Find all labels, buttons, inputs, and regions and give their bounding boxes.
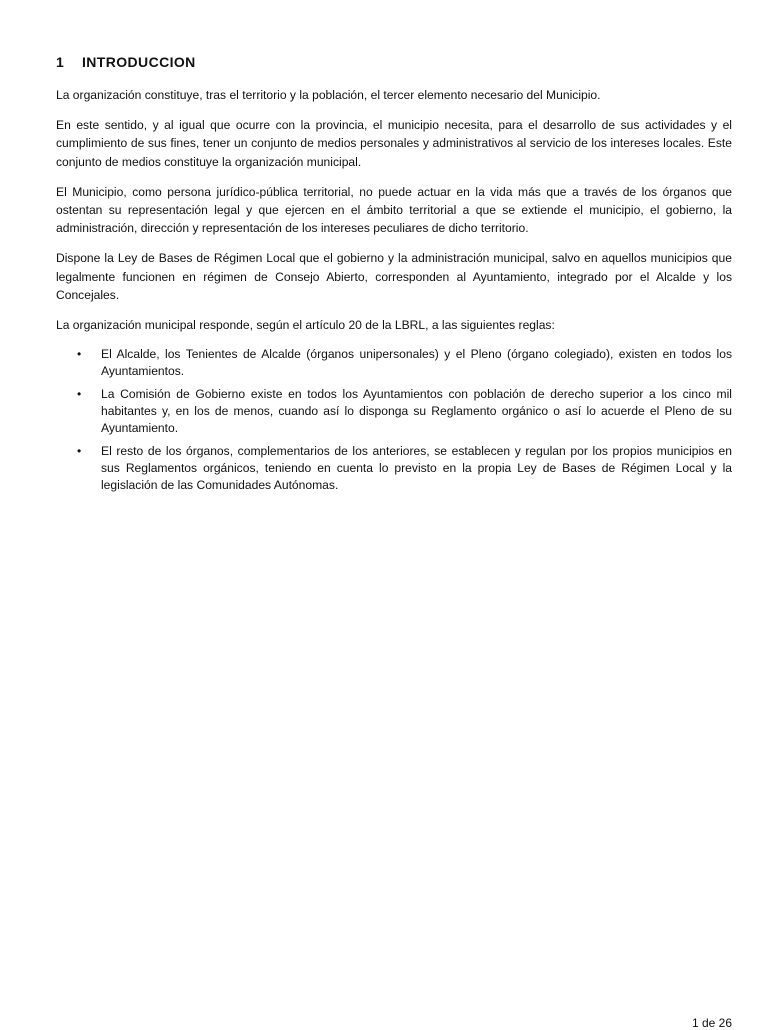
bullet-icon: • xyxy=(77,444,82,459)
section-heading xyxy=(56,54,732,70)
page-number: 1 de 26 xyxy=(691,1016,732,1030)
paragraph: La organización constituye, tras el territorio y la población, el tercer elemento necesario del Municipio. xyxy=(56,88,601,102)
section-title: INTRODUCCION xyxy=(82,54,196,70)
bullet-icon: • xyxy=(77,387,82,402)
paragraph: La organización municipal responde, según el artículo 20 de la LBRL, a las siguientes reglas: xyxy=(56,318,555,333)
paragraph: En este sentido, y al igual que ocurre con la provincia, el municipio necesita, para el desarrollo de sus actividades y el cumplimiento de sus fines, tener un conjunto de medios personales y administrativos al servicio de los intereses locales. Este conjunto de medios constituye la organización municipal. xyxy=(56,118,732,169)
list-item-text: El resto de los órganos, complementarios de los anteriores, se establecen y regulan por los propios municipios en sus Reglamentos orgánicos, teniendo en cuenta lo previsto en la propia Ley de Bases de Régimen Local y la legislación de las Comunidades Autónomas. xyxy=(101,444,732,493)
bullet-icon: • xyxy=(77,347,82,362)
document-page xyxy=(56,54,732,500)
list-item xyxy=(56,386,732,437)
paragraph: El Municipio, como persona jurídico-pública territorial, no puede actuar en la vida más que a través de los órganos que ostentan su representación legal y que ejercen en el ámbito territorial a que se extiende el municipio, el gobierno, la administración, dirección y representación de los intereses peculiares de dicho territorio. xyxy=(56,184,732,236)
list-item xyxy=(56,443,732,494)
list-item xyxy=(56,346,732,380)
list-item-text: La Comisión de Gobierno existe en todos los Ayuntamientos con población de derecho superior a los cinco mil habitantes y, en los de menos, cuando así lo disponga su Reglamento orgánico o así lo acuerde el Pleno de su Ayuntamiento. xyxy=(101,387,732,436)
section-number: 1 xyxy=(56,54,65,70)
rules-list xyxy=(56,346,732,494)
list-item-text: El Alcalde, los Tenientes de Alcalde (órganos unipersonales) y el Pleno (órgano colegiado), existen en todos los Ayuntamientos. xyxy=(101,347,732,379)
paragraph: Dispone la Ley de Bases de Régimen Local que el gobierno y la administración municipal, salvo en aquellos municipios que legalmente funcionen en régimen de Consejo Abierto, corresponden al Ayuntamiento, integrado por el Alcalde y los Concejales. xyxy=(56,251,732,302)
